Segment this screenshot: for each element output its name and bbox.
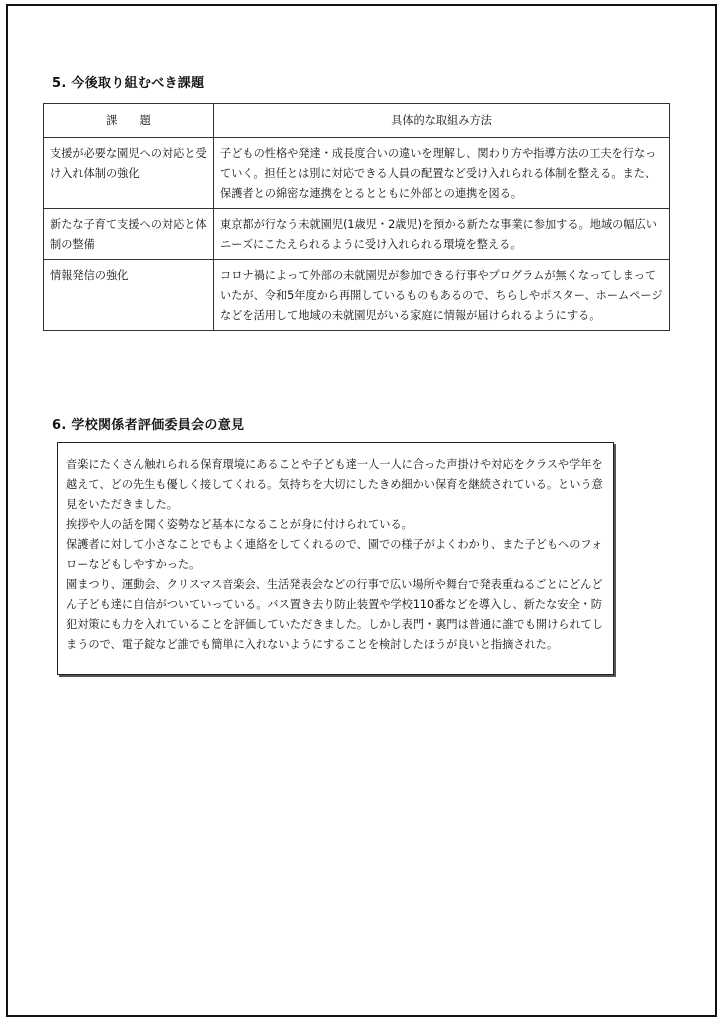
task-issue-cell: 情報発信の強化 bbox=[44, 260, 214, 331]
table-row bbox=[44, 260, 670, 331]
tasks-table bbox=[43, 103, 670, 331]
opinion-paragraph: 保護者に対して小さなことでもよく連絡をしてくれるので、園での様子がよくわかり、また子どもへのフォローなどもしやすかった。 bbox=[66, 538, 603, 571]
column-header-method: 具体的な取組み方法 bbox=[214, 104, 670, 138]
opinion-paragraph: 音楽にたくさん触れられる保育環境にあることや子ども達一人一人に合った声掛けや対応をクラスや学年を越えて、どの先生も優しく接してくれる。気持ちを大切にしたきめ細かい保育を継続されている。という意見をいただきました。 bbox=[66, 458, 603, 511]
task-issue-cell: 新たな子育て支援への対応と体制の整備 bbox=[44, 209, 214, 260]
table-row bbox=[44, 209, 670, 260]
opinion-paragraph: 園まつり、運動会、クリスマス音楽会、生活発表会などの行事で広い場所や舞台で発表重ねるごとにどんどん子ども達に自信がついていっている。バス置き去り防止装置や学校110番などを導入し、新たな安全・防犯対策にも力を入れていることを評価していただきました。しかし表門・裏門は普通に誰でも開けられてしまうので、電子錠など誰でも簡単に入れないようにすることを検討したほうが良いと指摘された。 bbox=[66, 578, 604, 651]
section-6-heading: 6. 学校関係者評価委員会の意見 bbox=[52, 418, 245, 433]
task-method-cell: 東京都が行なう未就園児(1歳児・2歳児)を預かる新たな事業に参加する。地域の幅広いニーズにこたえられるように受け入れられる環境を整える。 bbox=[214, 209, 670, 260]
opinion-paragraph: 挨拶や人の話を聞く姿勢など基本になることが身に付けられている。 bbox=[66, 518, 413, 531]
section-5-heading: 5. 今後取り組むべき課題 bbox=[52, 76, 205, 91]
task-method-cell: コロナ禍によって外部の未就園児が参加できる行事やプログラムが無くなってしまっていたが、令和5年度から再開しているものもあるので、ちらしやポスター、ホームページなどを活用して地域の未就園児がいる家庭に情報が届けられるようにする。 bbox=[214, 260, 670, 331]
column-header-issue: 課 題 bbox=[44, 104, 214, 138]
table-row bbox=[44, 138, 670, 209]
tasks-table-header-row bbox=[44, 104, 670, 138]
task-method-cell: 子どもの性格や発達・成長度合いの違いを理解し、関わり方や指導方法の工夫を行なっていく。担任とは別に対応できる人員の配置など受け入れられる体制を整える。また、保護者との綿密な連携をとるとともに外部との連携を図る。 bbox=[214, 138, 670, 209]
task-issue-cell: 支援が必要な園児への対応と受け入れ体制の強化 bbox=[44, 138, 214, 209]
committee-opinion-box bbox=[57, 442, 614, 675]
